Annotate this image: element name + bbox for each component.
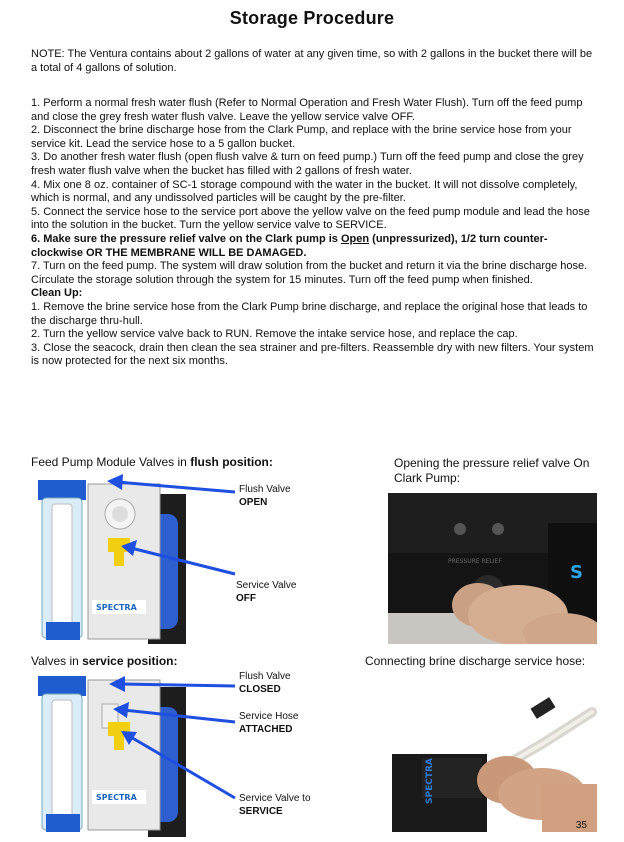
fig3-service-valve-label <box>239 792 311 818</box>
fig3-caption-text: Valves in <box>31 654 83 668</box>
fig1-flush-state: OPEN <box>239 497 268 508</box>
fig3-caption <box>31 654 178 669</box>
step-6-warning <box>31 233 597 260</box>
step-2: 2. Disconnect the brine discharge hose from the Clark Pump, and replace with the brine service hose from your service kit. Lead the service hose to a 5 gallon bucket. <box>31 124 572 150</box>
svg-text:SPECTRA: SPECTRA <box>425 758 435 804</box>
fig3-flush-label-text: Flush Valve <box>239 671 291 682</box>
fig1-caption <box>31 455 273 470</box>
pressure-relief-valve-photo <box>388 493 597 644</box>
cleanup-step-2: 2. Turn the yellow service valve back to RUN. Remove the intake service hose, and replace the cap. <box>31 328 518 341</box>
note-paragraph <box>31 48 597 75</box>
page-number: 35 <box>575 820 587 831</box>
fig3-hose-state: ATTACHED <box>239 724 293 735</box>
fig2-caption: Opening the pressure relief valve On Clark Pump: <box>394 456 590 485</box>
step-6-text-a: 6. Make sure the pressure relief valve on the Clark pump is <box>31 232 341 245</box>
fig3-arrows <box>95 672 245 812</box>
step-4: 4. Mix one 8 oz. container of SC-1 storage compound with the water in the bucket. It will not dissolve completely, which is normal, and any undissolved particles will be caught by the pre-filter. <box>31 178 578 205</box>
step-7: 7. Turn on the feed pump. The system will draw solution from the bucket and return it via the brine discharge hose. Circulate the storage solution through the system for 15 minutes. Turn off the feed pump when finished. <box>31 260 588 286</box>
fig1-caption-colon: : <box>268 455 273 469</box>
fig1-caption-bold: flush position <box>190 455 269 469</box>
fig1-flush-label-text: Flush Valve <box>239 484 291 495</box>
fig3-caption-colon: : <box>173 654 178 668</box>
cleanup-step-1: 1. Remove the brine service hose from the Clark Pump brine discharge, and replace the original hose that leads to the discharge thru-hull. <box>31 300 588 327</box>
fig3-flush-valve-label <box>239 670 291 696</box>
fig4-caption: Connecting brine discharge service hose: <box>365 654 586 668</box>
svg-text:SPECTRA: SPECTRA <box>96 603 137 612</box>
fig3-service-state: SERVICE <box>239 806 283 817</box>
cleanup-heading: Clean Up: <box>31 287 83 300</box>
note-text: NOTE: The Ventura contains about 2 gallons of water at any given time, so with 2 gallons in the bucket there will be a total of 4 gallons of solution. <box>31 48 593 74</box>
fig3-service-label-text: Service Valve to <box>239 793 311 804</box>
step-3: 3. Do another fresh water flush (open flush valve & turn on feed pump.) Turn off the feed pump and close the grey fresh water flush valve when the bucket has filled with 2 gallons of fresh water. <box>31 151 584 177</box>
step-6-text-b: (unpressurized), 1/2 turn counter-clockwise OR THE MEMBRANE WILL BE DAMAGED. <box>31 232 548 259</box>
svg-text:SPECTRA: SPECTRA <box>96 793 137 802</box>
svg-text:PRESSURE RELIEF: PRESSURE RELIEF <box>448 558 502 565</box>
fig1-caption-text: Feed Pump Module Valves in <box>31 455 191 469</box>
svg-text:S: S <box>570 562 583 583</box>
step-1: 1. Perform a normal fresh water flush (Refer to Normal Operation and Fresh Water Flush). Turn off the feed pump and close the grey fresh water flush valve. Leave the yellow service valve OFF. <box>31 97 583 123</box>
fig3-caption-bold: service position <box>82 654 174 668</box>
brine-discharge-hose-photo <box>392 684 597 832</box>
fig1-flush-valve-label <box>239 483 291 509</box>
fig1-service-label-text: Service Valve <box>236 580 297 591</box>
step-5: 5. Connect the service hose to the service port above the yellow valve on the feed pump module and lead the hose into the solution in the bucket. Turn the yellow service valve to SERVICE. <box>31 205 590 232</box>
fig1-arrows <box>95 470 245 600</box>
fig1-service-state: OFF <box>236 593 256 604</box>
procedure-steps <box>31 97 597 369</box>
cleanup-step-3: 3. Close the seacock, drain then clean the sea strainer and pre-filters. Reassemble dry with new filters. Your system is now protected for the next six months. <box>31 341 594 368</box>
step-6-open: Open <box>340 232 370 245</box>
fig3-hose-label-text: Service Hose <box>239 711 299 722</box>
fig1-service-valve-label <box>236 579 296 605</box>
fig3-flush-state: CLOSED <box>239 684 281 695</box>
page-title: Storage Procedure <box>229 8 395 28</box>
fig3-service-hose-label <box>239 710 298 736</box>
